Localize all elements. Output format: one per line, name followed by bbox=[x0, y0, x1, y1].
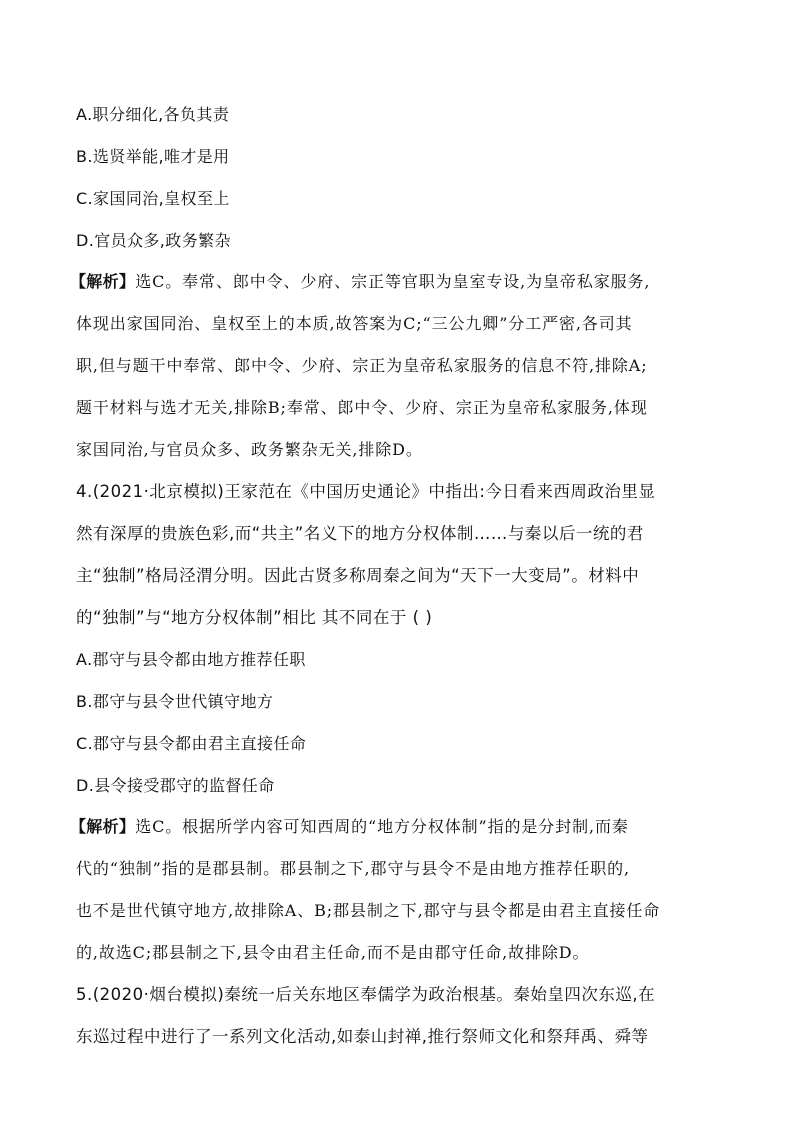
q5-stem-line-2: 东巡过程中进行了一系列文化活动,如泰山封禅,推行祭师文化和祭拜禹、舜等 bbox=[76, 1027, 649, 1046]
q3-analysis-line-3: 职,但与题干中奉常、郎中令、少府、宗正为皇帝私家服务的信息不符,排除A; bbox=[76, 356, 648, 375]
q4-option-d: D.县令接受郡守的监督任命 bbox=[76, 776, 275, 795]
q3-option-a: A.职分细化,各负其责 bbox=[76, 105, 230, 124]
q3-option-b: B.选贤举能,唯才是用 bbox=[76, 147, 230, 166]
q3-analysis-line-4: 题干材料与选才无关,排除B;奉常、郎中令、少府、宗正为皇帝私家服务,体现 bbox=[76, 398, 648, 417]
q4-stem-line-2: 然有深厚的贵族色彩,而“共主”名义下的地方分权体制……与秦以后一统的君 bbox=[76, 524, 644, 543]
q4-option-b: B.郡守与县令世代镇守地方 bbox=[76, 692, 274, 711]
q4-stem-line-4: 的“独制”与“地方分权体制”相比 其不同在于 ( ) bbox=[76, 608, 433, 627]
q4-analysis-line-1 bbox=[70, 816, 629, 838]
q4-analysis-text-1: 选C。根据所学内容可知西周的“地方分权体制”指的是分封制,而秦 bbox=[135, 817, 629, 836]
q3-analysis-line-2: 体现出家国同治、皇权至上的本质,故答案为C;“三公九卿”分工严密,各司其 bbox=[76, 314, 633, 333]
q4-option-a: A.郡守与县令都由地方推荐任职 bbox=[76, 650, 306, 669]
q4-analysis-line-3: 也不是世代镇守地方,故排除A、B;郡县制之下,郡守与县令都是由君主直接任命 bbox=[76, 901, 661, 920]
q4-stem-line-1: 4.(2021·北京模拟)王家范在《中国历史通论》中指出:今日看来西周政治里显 bbox=[76, 482, 656, 501]
q3-option-d: D.官员众多,政务繁杂 bbox=[76, 231, 231, 250]
q3-analysis-line-1 bbox=[70, 271, 650, 293]
q5-stem-line-1: 5.(2020·烟台模拟)秦统一后关东地区奉儒学为政治根基。秦始皇四次东巡,在 bbox=[76, 985, 656, 1004]
q4-analysis-line-4: 的,故选C;郡县制之下,县令由君主任命,而不是由郡守任命,故排除D。 bbox=[76, 943, 590, 962]
q3-analysis-tag: 【解析】 bbox=[70, 272, 136, 291]
q4-stem-line-3: 主“独制”格局泾渭分明。因此古贤多称周秦之间为“天下一大变局”。材料中 bbox=[76, 566, 640, 585]
q4-analysis-line-2: 代的“独制”指的是郡县制。郡县制之下,郡守与县令不是由地方推荐任职的, bbox=[76, 859, 631, 878]
q4-analysis-tag: 【解析】 bbox=[70, 817, 136, 836]
q3-analysis-line-5: 家国同治,与官员众多、政务繁杂无关,排除D。 bbox=[76, 440, 423, 459]
q3-option-c: C.家国同治,皇权至上 bbox=[76, 189, 230, 208]
q4-option-c: C.郡守与县令都由君主直接任命 bbox=[76, 734, 307, 753]
q3-analysis-text-1: 选C。奉常、郎中令、少府、宗正等官职为皇室专设,为皇帝私家服务, bbox=[135, 272, 651, 291]
